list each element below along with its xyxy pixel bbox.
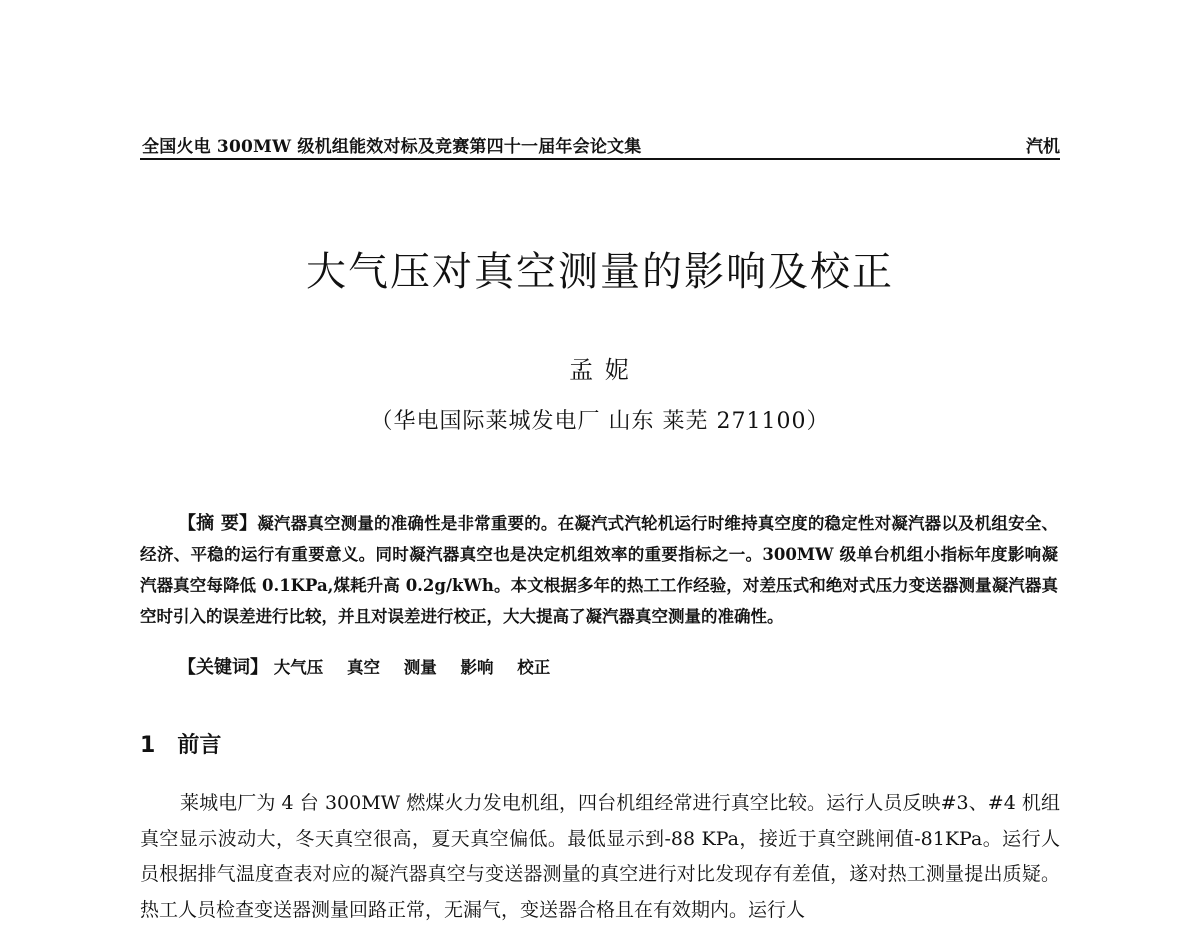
keyword-item: 校正 bbox=[517, 658, 551, 677]
keyword-item: 真空 bbox=[347, 658, 380, 677]
running-head-proceedings-title: 全国火电 300MW 级机组能效对标及竞赛第四十一届年会论文集 bbox=[142, 137, 642, 157]
abstract-label: 【摘 要】 bbox=[178, 513, 258, 534]
paper-title: 大气压对真空测量的影响及校正 bbox=[306, 249, 894, 295]
author-name: 孟 妮 bbox=[569, 356, 631, 384]
abstract bbox=[140, 508, 1058, 632]
section-number: 1 bbox=[140, 733, 156, 758]
keyword-item: 大气压 bbox=[273, 658, 324, 677]
keyword-item: 测量 bbox=[403, 658, 437, 677]
keyword-item: 影响 bbox=[460, 658, 494, 677]
author-affiliation: （华电国际莱城发电厂 山东 莱芜 271100） bbox=[370, 409, 830, 434]
section-heading bbox=[140, 728, 221, 759]
running-head-section: 汽机 bbox=[1026, 137, 1060, 157]
abstract-text: 凝汽器真空测量的准确性是非常重要的。在凝汽式汽轮机运行时维持真空度的稳定性对凝汽器以及机组安全、经济、平稳的运行有重要意义。同时凝汽器真空也是决定机组效率的重要指标之一。300MW 级单台机组小指标年度影响凝汽器真空每降低 0.1KPa,煤耗升高 0.2g/kWh。本文根据多年的热工工作经验，对差压式和绝对式压力变送器测量凝汽器真空时引入的误差进行比较，并且对误差进行校正，大大提高了凝汽器真空测量的准确性。 bbox=[140, 514, 1058, 626]
keywords bbox=[178, 652, 1058, 683]
running-head bbox=[140, 130, 1060, 160]
keywords-label: 【关键词】 bbox=[178, 657, 268, 678]
body-paragraph: 莱城电厂为 4 台 300MW 燃煤火力发电机组，四台机组经常进行真空比较。运行人员反映#3、#4 机组真空显示波动大，冬天真空很高，夏天真空偏低。最低显示到-88 KPa，接近于真空跳闸值-81KPa。运行人员根据排气温度查表对应的凝汽器真空与变送器测量的真空进行对比发现存有差值，遂对热工测量提出质疑。热工人员检查变送器测量回路正常，无漏气，变送器合格且在有效期内。运行人 bbox=[140, 792, 1060, 921]
section-title: 前言 bbox=[177, 733, 222, 758]
